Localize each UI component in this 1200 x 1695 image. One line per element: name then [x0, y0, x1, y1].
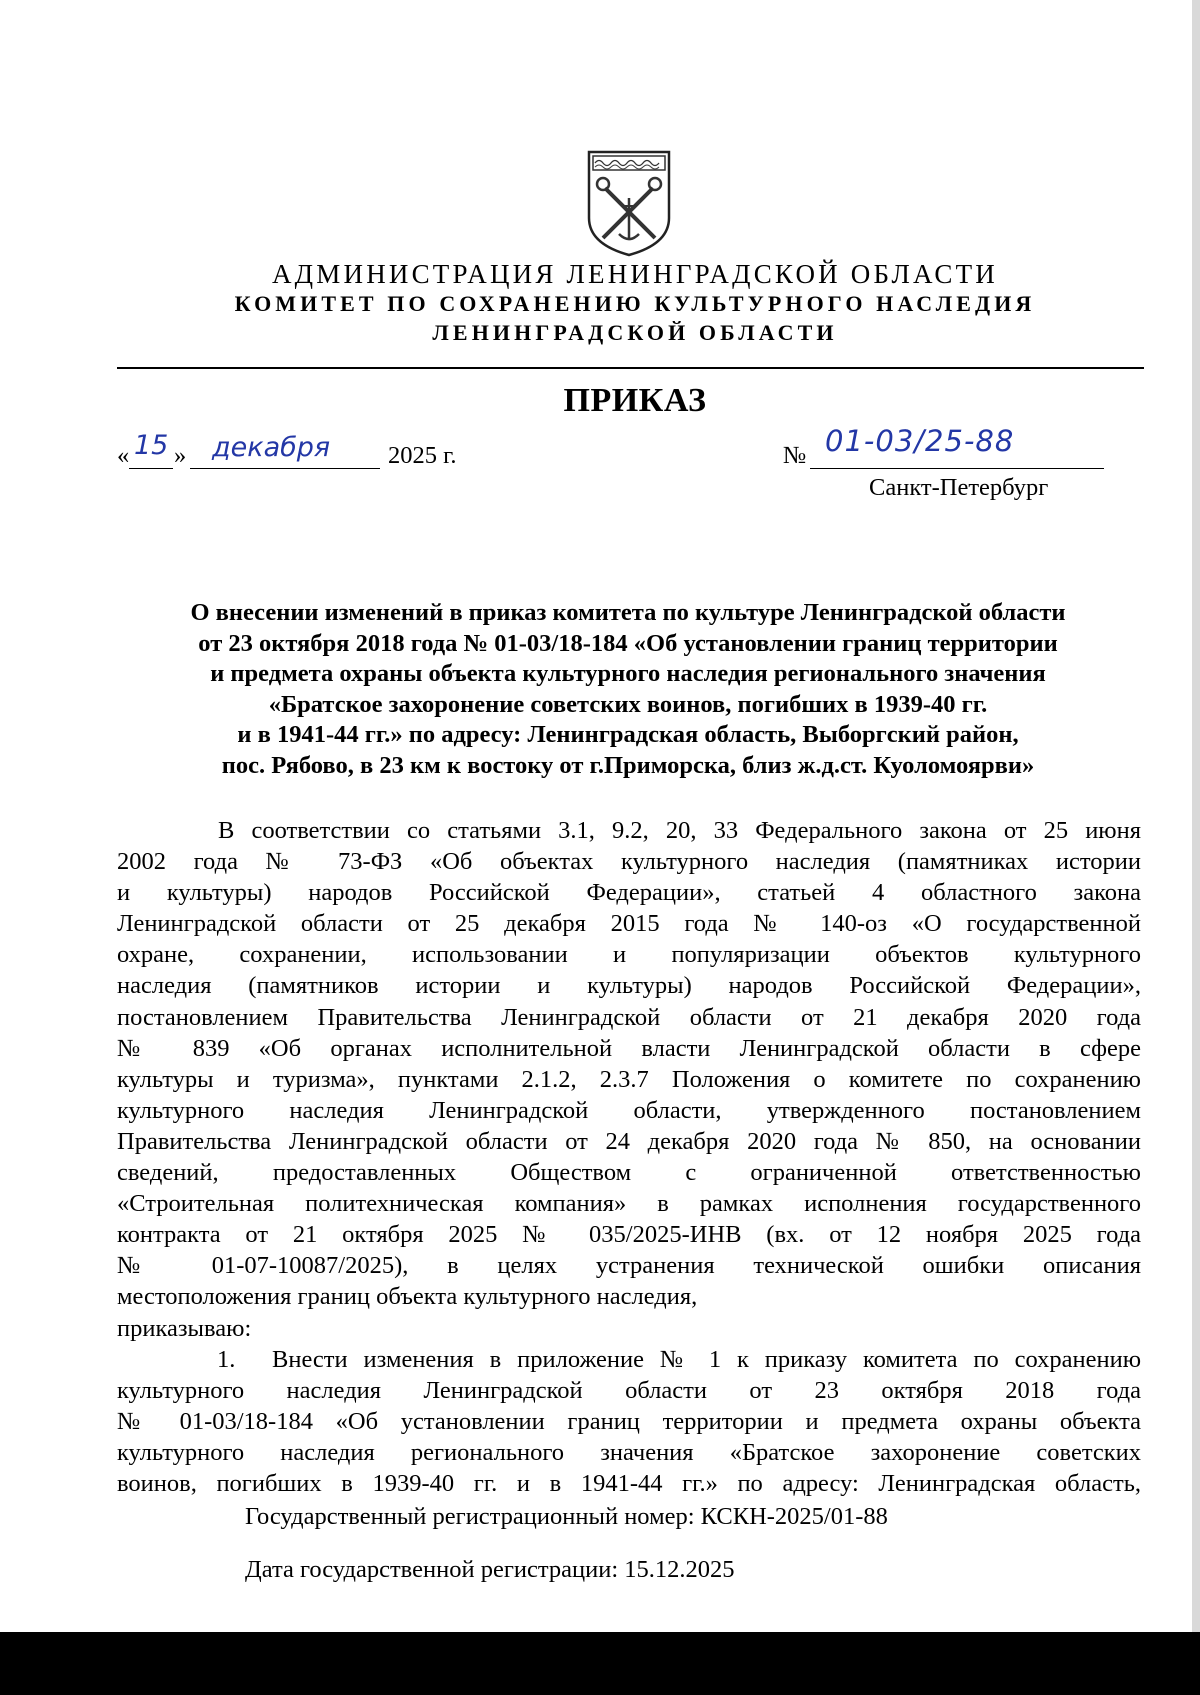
body-line: постановлением Правительства Ленинградской области от 21 декабря 2020 года: [117, 1003, 1141, 1031]
date-month: декабря: [212, 432, 331, 463]
scan-bottom-band: [0, 1632, 1200, 1695]
header-rule: [117, 367, 1144, 369]
body-line: культуры и туризма», пунктами 2.1.2, 2.3.7 Положения о комитете по сохранению: [117, 1065, 1141, 1093]
date-close-quote: »: [174, 442, 187, 469]
body-line: № 01-03/18-184 «Об установлении границ территории и предмета охраны объекта: [117, 1408, 1141, 1436]
body-line: сведений, предоставленных Обществом с ограниченной ответственностью: [117, 1159, 1141, 1187]
body-line: культурного наследия Ленинградской области от 23 октября 2018 года: [117, 1377, 1141, 1405]
committee-name-line2: ЛЕНИНГРАДСКОЙ ОБЛАСТИ: [432, 320, 838, 345]
body-line: охране, сохранении, использовании и популяризации объектов культурного: [117, 941, 1141, 969]
body-line: Ленинградской области от 25 декабря 2015 года № 140-оз «О государственной: [117, 910, 1141, 938]
title-line: и предмета охраны объекта культурного наследия регионального значения: [210, 660, 1046, 687]
city: Санкт-Петербург: [869, 474, 1049, 501]
coat-of-arms-icon: [583, 148, 675, 258]
body-line: культурного наследия регионального значения «Братское захоронение советских: [117, 1439, 1141, 1467]
body-line: Правительства Ленинградской области от 24 декабря 2020 года № 850, на основании: [117, 1127, 1141, 1155]
body-line: «Строительная политехническая компания» в рамках исполнения государственного: [117, 1190, 1141, 1218]
date-open-quote: «: [117, 442, 130, 469]
number-value: 01-03/25-88: [825, 424, 1015, 458]
body-line: № 01-07-10087/2025), в целях устранения технической ошибки описания: [117, 1252, 1141, 1280]
date-day: 15: [134, 430, 169, 461]
preamble: [117, 815, 1141, 1344]
body-line: контракта от 21 октября 2025 № 035/2025-ИНВ (вх. от 12 ноября 2025 года: [117, 1221, 1141, 1249]
title-line: от 23 октября 2018 года № 01-03/18-184 «Об установлении границ территории: [198, 629, 1058, 657]
registration-date: Дата государственной регистрации: 15.12.2025: [245, 1556, 735, 1583]
body-line: культурного наследия Ленинградской области, утвержденного постановлением: [117, 1096, 1141, 1124]
item-1: [117, 1344, 1141, 1499]
title-line: «Братское захоронение советских воинов, погибших в 1939-40 гг.: [268, 690, 988, 718]
body-line: наследия (памятников истории и культуры) народов Российской Федерации»,: [117, 972, 1141, 1000]
body-line: 2002 года № 73-ФЗ «Об объектах культурного наследия (памятниках истории: [117, 848, 1141, 876]
body-line: местоположения границ объекта культурного наследия,: [117, 1283, 698, 1311]
number-label: №: [783, 442, 807, 469]
order-word: приказываю:: [117, 1314, 252, 1342]
body-line: № 839 «Об органах исполнительной власти Ленинградской области в сфере: [117, 1034, 1141, 1062]
body-line: и культуры) народов Российской Федерации», статьей 4 областного закона: [117, 879, 1141, 907]
order-title: [110, 598, 1146, 781]
title-line: пос. Рябово, в 23 км к востоку от г.Приморска, близ ж.д.ст. Куоломоярви»: [221, 751, 1035, 779]
title-line: О внесении изменений в приказ комитета по культуре Ленинградской области: [190, 599, 1066, 626]
scan-edge: [1192, 0, 1200, 1632]
body-line: Внести изменения в приложение № 1 к приказу комитета по сохранению: [272, 1346, 1141, 1373]
body-line: воинов, погибших в 1939-40 гг. и в 1941-44 гг.» по адресу: Ленинградская область,: [117, 1470, 1141, 1498]
body-line: В соответствии со статьями 3.1, 9.2, 20, 33 Федерального закона от 25 июня: [218, 817, 1141, 844]
administration-name: АДМИНИСТРАЦИЯ ЛЕНИНГРАДСКОЙ ОБЛАСТИ: [271, 259, 998, 289]
document-type: ПРИКАЗ: [563, 382, 707, 419]
date-year: 2025 г.: [388, 442, 457, 469]
registration-number: Государственный регистрационный номер: КСКН-2025/01-88: [245, 1503, 888, 1530]
title-line: и в 1941-44 гг.» по адресу: Ленинградская область, Выборгский район,: [237, 721, 1019, 748]
committee-name-line1: КОМИТЕТ ПО СОХРАНЕНИЮ КУЛЬТУРНОГО НАСЛЕДИЯ: [234, 291, 1036, 316]
item-1-number: 1.: [217, 1346, 236, 1373]
